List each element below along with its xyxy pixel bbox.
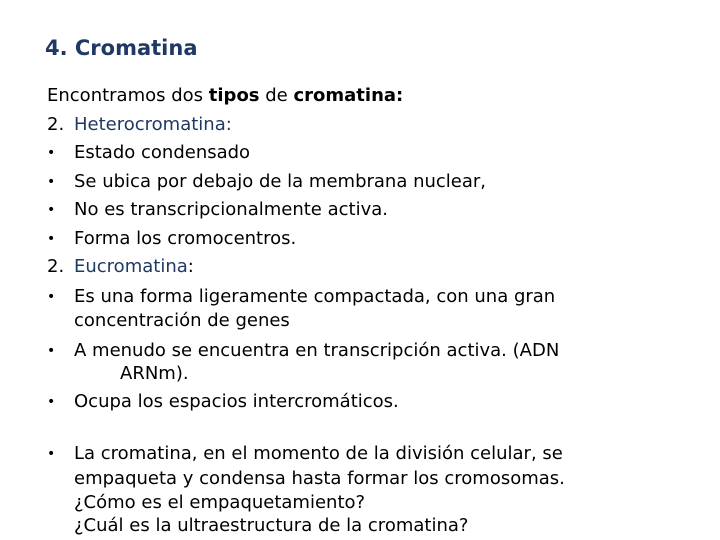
final-line-2: empaqueta y condensa hasta formar los cromosomas. bbox=[74, 468, 565, 489]
intro-text-tipos: tipos bbox=[208, 85, 260, 106]
eucromatina-colon: : bbox=[187, 256, 194, 277]
eucromatina-label: Eucromatina bbox=[74, 256, 188, 277]
bullet-icon: • bbox=[47, 145, 56, 161]
final-line-3: ¿Cómo es el empaquetamiento? bbox=[74, 492, 366, 513]
page-title: 4. Cromatina bbox=[45, 36, 198, 60]
list-number: 2. bbox=[47, 256, 65, 277]
eu-item-text: A menudo se encuentra en transcripción activa. (ADN bbox=[74, 340, 560, 361]
hetero-item-text: Estado condensado bbox=[74, 142, 251, 163]
bullet-icon: • bbox=[47, 174, 56, 190]
list-number: 2. bbox=[47, 114, 65, 135]
bullet-icon: • bbox=[47, 231, 56, 247]
eu-item-text: Es una forma ligeramente compactada, con una gran bbox=[74, 286, 556, 307]
intro-text-c: de bbox=[259, 85, 294, 106]
intro-text-cromatina: cromatina: bbox=[293, 85, 404, 106]
hetero-item-text: No es transcripcionalmente activa. bbox=[74, 199, 388, 220]
bullet-icon: • bbox=[47, 202, 56, 218]
bullet-icon: • bbox=[47, 289, 56, 305]
hetero-item-text: Forma los cromocentros. bbox=[74, 228, 297, 249]
eu-item-text: Ocupa los espacios intercromáticos. bbox=[74, 391, 399, 412]
eu-item-continuation: ARNm). bbox=[120, 363, 189, 384]
final-line-4: ¿Cuál es la ultraestructura de la cromatina? bbox=[74, 515, 469, 536]
intro-text-a: Encontramos dos bbox=[47, 85, 209, 106]
heterocromatina-label: Heterocromatina: bbox=[74, 114, 232, 135]
bullet-icon: • bbox=[47, 394, 56, 410]
eu-item-continuation: concentración de genes bbox=[74, 310, 290, 331]
bullet-icon: • bbox=[47, 343, 56, 359]
bullet-icon: • bbox=[47, 446, 56, 462]
intro-line bbox=[47, 85, 403, 107]
hetero-item-text: Se ubica por debajo de la membrana nuclear, bbox=[74, 171, 487, 192]
final-line-1: La cromatina, en el momento de la división celular, se bbox=[74, 443, 563, 464]
